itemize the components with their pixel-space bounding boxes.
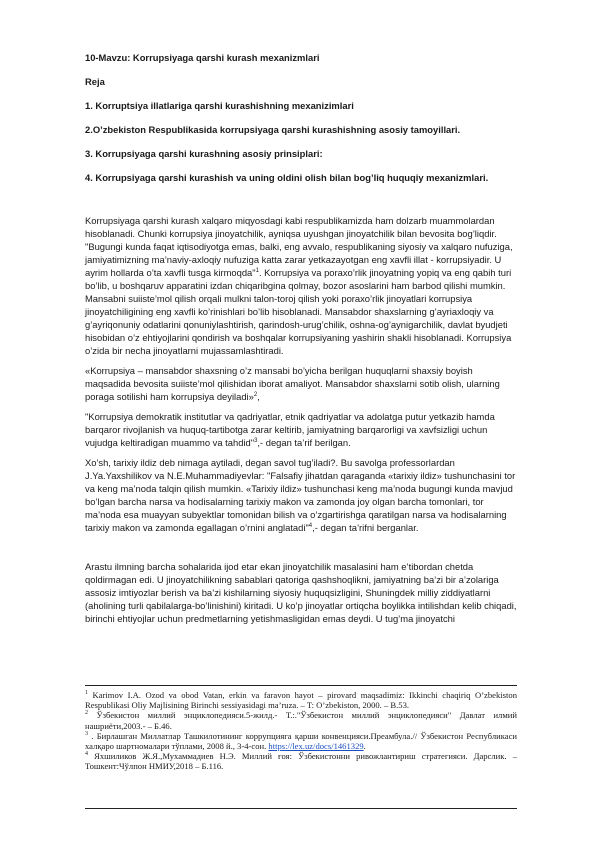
footnotes	[85, 685, 517, 772]
footnote-ref-3[interactable]: 3	[254, 437, 258, 444]
paragraph-3-text-cont: ,- degan ta’rif berilgan.	[257, 437, 351, 448]
paragraph-5: Arastu ilmning barcha sohalarida ijod etar ekan jinoyatchilik masalasini ham e’tibordan chetda qoldirmagan edi. U jinoyatchilikning sabablari qatoriga qashshoqlikni, jamiyatning ba’zi bir a’zolariga assosiz imtiyozlar berish va ba’zi kishilarning siyosiy huquqsizligini, Shuningdek milliy ziddiyatlarni (aholining turli qabilalarga-bo’linishini) kiritadi. U ko’p jinoyatlar ortiqcha boylikka intilishdan kelib chiqadi, birinchi ehtiyojlar uchun predmetlarning yetishmasligidan emas deydi. U tug’ma jinoyatchi	[85, 561, 517, 624]
paragraph-1	[85, 214, 517, 357]
footnote-3-text-end: .	[363, 741, 366, 752]
footnote-1-text: Karimov I.A. Ozod va obod Vatan, erkin va faravon hayot – pirovard maqsadimiz: Ikkinchi chaqiriq O’zbekiston Respublikasi Oliy Majlisining Birinchi sessiyasidagi ma’ruza. – T: O’zbekiston, 2000. – B.53.	[85, 690, 517, 711]
page-bottom-rule	[85, 808, 517, 809]
plan-item-2: 2.O’zbekiston Respublikasida korrupsiyaga qarshi kurashishning asosiy tamoyillari.	[85, 124, 461, 135]
footnote-mark-3: 3	[85, 730, 88, 737]
footnote-mark-4: 4	[85, 751, 88, 758]
footnote-2	[85, 710, 517, 730]
paragraph-3	[85, 410, 517, 449]
paragraph-2-text-cont: ,	[257, 391, 260, 402]
footnote-3-link[interactable]: https://lex.uz/docs/1461329	[268, 741, 364, 752]
paragraph-1-text: Korrupsiyaga qarshi kurash xalqaro miqyosdagi kabi respublikamizda ham dolzarb muammolardan hisoblanadi. Chunki korrupsiya jinoyatchilik, ayniqsa uyushgan jinoyatchilik bilan bevosita bog’liqdir. "Bugungi kunda faqat iqtisodiyotga emas, balki, eng avvalo, respublikaning siyosiy va xalqaro nufuziga, jamiyatimizning ma’naviy-axloqiy nufuziga katta zarar yetkazayotgan eng xavfli illat - korrupsiyadir. U ayrim hollarda o’ta xavfli tusga kirmoqda"	[85, 215, 513, 278]
paragraph-4-text-cont: ,- degan ta’rifni berganlar.	[312, 522, 419, 533]
footnote-2-text: Ўзбекистон миллий энциклопедияси.5-жилд.- Т.:."Ўзбекистон миллий энциклопедияси" Давлат илмий нашриёти,2003.- – Б.46.	[85, 710, 517, 731]
paragraph-2	[85, 364, 517, 403]
plan-item-1: 1. Korruptsiya illatlariga qarshi kurashishning mexanizimlari	[85, 100, 354, 111]
paragraph-1-text-cont: . Korrupsiya va poraxo’rlik jinoyatning yopiq va eng qabih turi bo’lib, u boshqaruv apparatini izdan chiqaribgina qolmay, bozor asoslarini ham barbod qilishi mumkin. Mansabni suiiste’mol qilish orqali mulkni talon-toroj qilish yoki poraxo’rlik jinoyatlari korrupsiya jinoyatchiligining eng xavfli ko’rinishlari bo’lib hisoblanadi. Mansabdor shaxslarning g’ayriaxloqiy va g’ayriqonuniy odatlarini qonuniylashtirish, qarindosh-urug’chilik, oshna-og’aynigarchilik, davlat byudjeti hisobidan o’z ehtiyojlarini qondirish va boshqalar korrupsiyaning yashirin shakli hisoblanadi. Korrupsiya o’zida bir necha jinoyatlarni mujassamlashtiradi.	[85, 267, 512, 356]
footnote-mark-2: 2	[85, 710, 88, 717]
plan-list	[85, 100, 517, 184]
plan-item-3: 3. Korrupsiyaga qarshi kurashning asosiy prinsiplari:	[85, 148, 323, 159]
footnote-3-text: . Бирлашган Миллатлар Ташкилотининг коррупцияга қарши конвенцияси.Преамбула.// Ўзбекистон Республикаси халқаро шартномалари тўплами, 2008 й., 3-4-сон.	[85, 730, 517, 752]
paragraph-2-text: «Korrupsiya – mansabdor shaxsning o’z mansabi bo’yicha berilgan huquqlarni shaxsiy boyish maqsadida bevosita suiiste’mol qilishidan iborat amaliyot. Mansabdor shaxslarni sotib olish, ularning poraga sotilishi ham korrupsiya deyiladi»	[85, 365, 500, 402]
footnote-4-text: Яхшиликов Ж.Я.,Мухаммадиев Н.Э. Миллий ғоя: Ўзбекистонни ривожлантириш стратегияси. Дарслик. – Тошкент:Чўлпон НМИУ,2018 – Б.116.	[85, 751, 517, 772]
plan-item-4: 4. Korrupsiyaga qarshi kurashish va uning oldini olish bilan bog’liq huquqiy mexanizmlari.	[85, 172, 489, 183]
document-page	[85, 52, 517, 632]
paragraph-4	[85, 456, 517, 534]
page-title: 10-Mavzu: Korrupsiyaga qarshi kurash mexanizmlari	[85, 52, 320, 63]
footnote-mark-1: 1	[85, 690, 88, 697]
footnote-ref-2[interactable]: 2	[253, 391, 258, 398]
footnote-ref-1[interactable]: 1	[255, 267, 259, 274]
plan-heading: Reja	[85, 76, 105, 87]
paragraph-4-text: Xo’sh, tarixiy ildiz deb nimaga aytiladi, degan savol tug’iladi?. Bu savolga professorlardan J.Ya.Yaxshilikov va N.E.Muhammadiyevlar: "Falsafiy jihatdan qaraganda «tarixiy ildiz» tushunchasini tor va keng ma’noda talqin qilish mumkin. «Tarixiy ildiz» tushunchasi keng ma’noda bugungi kunda mavjud bo’lgan barcha narsa va hodisalarning tarixiy makon va zamonda joy olgan barcha tomonlari, tor ma’noda esa muayyan subyektlar tomonidan bilish va o’zgartirishga qaratilgan narsa va hodisalarning tarixiy makon va zamonda egallagan o’rnini anglatadi"	[85, 457, 516, 533]
footnote-1	[85, 690, 517, 710]
paragraph-3-text: "Korrupsiya demokratik institutlar va qadriyatlar, etnik qadriyatlar va adolatga putur yetkazib hamda barqaror rivojlanish va huquq-tartibotga zarar keltirib, jamiyatning barqarorligi va xavfsizligi uchun vujudga keltiradigan muammo va tahdid"	[85, 411, 495, 448]
footnote-4	[85, 751, 517, 771]
footnote-3	[85, 731, 517, 751]
footnote-ref-4[interactable]: 4	[308, 522, 313, 529]
